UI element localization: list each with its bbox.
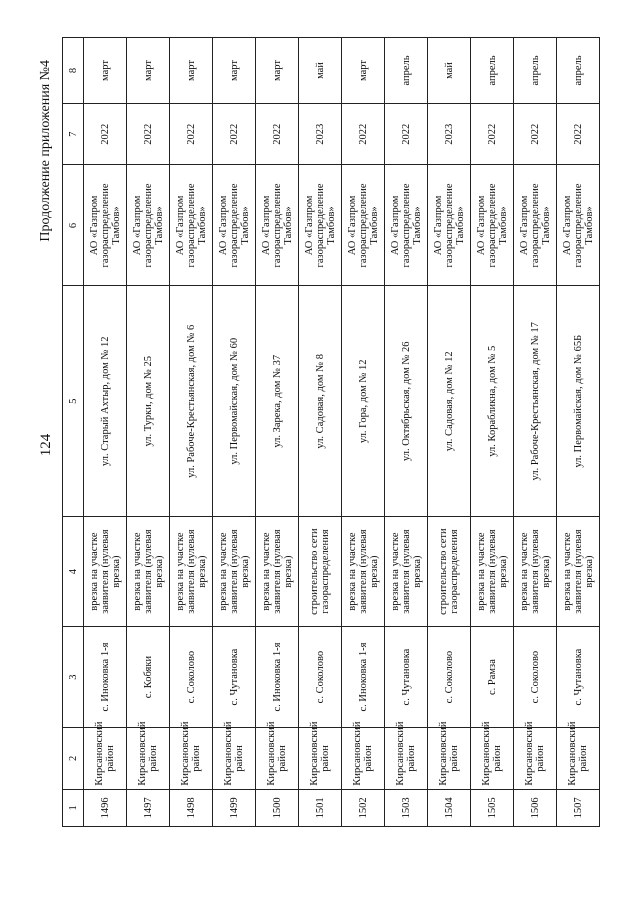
column-number: 2 — [63, 728, 84, 790]
column-number: 6 — [63, 165, 84, 286]
work-type-cell: строительство сети газораспределения — [299, 517, 342, 627]
row-number-cell: 1502 — [342, 789, 385, 826]
column-number: 3 — [63, 627, 84, 728]
district-cell: Кирсановский район — [514, 728, 557, 790]
year-cell: 2022 — [471, 103, 514, 165]
settlement-cell: с. Рамза — [471, 627, 514, 728]
table-row — [299, 38, 342, 827]
address-cell: ул. Рабоче-Крестьянская, дом № 6 — [170, 286, 213, 517]
row-number-cell: 1499 — [213, 789, 256, 826]
district-cell: Кирсановский район — [342, 728, 385, 790]
row-number-cell: 1506 — [514, 789, 557, 826]
page-number: 124 — [38, 433, 54, 457]
organization-cell: АО «Газпром газораспределение Тамбов» — [342, 165, 385, 286]
organization-cell: АО «Газпром газораспределение Тамбов» — [557, 165, 600, 286]
work-type-cell: врезка на участке заявителя (нулевая врезка) — [471, 517, 514, 627]
organization-cell: АО «Газпром газораспределение Тамбов» — [471, 165, 514, 286]
organization-cell: АО «Газпром газораспределение Тамбов» — [213, 165, 256, 286]
table-row — [557, 38, 600, 827]
organization-cell: АО «Газпром газораспределение Тамбов» — [127, 165, 170, 286]
month-cell: март — [342, 38, 385, 104]
settlement-cell: с. Иноковка 1-я — [256, 627, 299, 728]
table-row — [170, 38, 213, 827]
district-cell: Кирсановский район — [127, 728, 170, 790]
table-row — [84, 38, 127, 827]
month-cell: май — [299, 38, 342, 104]
row-number-cell: 1503 — [385, 789, 428, 826]
year-cell: 2022 — [170, 103, 213, 165]
work-type-cell: врезка на участке заявителя (нулевая врезка) — [170, 517, 213, 627]
year-cell: 2022 — [342, 103, 385, 165]
table-row — [471, 38, 514, 827]
year-cell: 2022 — [557, 103, 600, 165]
address-cell: ул. Зарека, дом № 37 — [256, 286, 299, 517]
district-cell: Кирсановский район — [385, 728, 428, 790]
address-cell: ул. Старый Ахтыр, дом № 12 — [84, 286, 127, 517]
table-body — [84, 38, 600, 827]
organization-cell: АО «Газпром газораспределение Тамбов» — [299, 165, 342, 286]
year-cell: 2022 — [514, 103, 557, 165]
work-type-cell: врезка на участке заявителя (нулевая врезка) — [342, 517, 385, 627]
row-number-cell: 1500 — [256, 789, 299, 826]
month-cell: март — [84, 38, 127, 104]
row-number-cell: 1501 — [299, 789, 342, 826]
column-number: 5 — [63, 286, 84, 517]
table-row — [428, 38, 471, 827]
address-cell: ул. Гора, дом № 12 — [342, 286, 385, 517]
work-type-cell: врезка на участке заявителя (нулевая врезка) — [385, 517, 428, 627]
district-cell: Кирсановский район — [213, 728, 256, 790]
column-number-row — [63, 38, 84, 827]
year-cell: 2022 — [256, 103, 299, 165]
address-cell: ул. Турки, дом № 25 — [127, 286, 170, 517]
settlement-cell: с. Соколово — [170, 627, 213, 728]
work-type-cell: врезка на участке заявителя (нулевая врезка) — [514, 517, 557, 627]
continuation-caption: Продолжение приложения №4 — [38, 60, 53, 242]
settlement-cell: с. Кобяки — [127, 627, 170, 728]
month-cell: апрель — [471, 38, 514, 104]
month-cell: март — [256, 38, 299, 104]
settlement-cell: с. Чутановка — [385, 627, 428, 728]
work-type-cell: врезка на участке заявителя (нулевая врезка) — [84, 517, 127, 627]
settlement-cell: с. Чутановка — [557, 627, 600, 728]
settlement-cell: с. Соколово — [428, 627, 471, 728]
year-cell: 2022 — [213, 103, 256, 165]
organization-cell: АО «Газпром газораспределение Тамбов» — [84, 165, 127, 286]
organization-cell: АО «Газпром газораспределение Тамбов» — [514, 165, 557, 286]
work-type-cell: врезка на участке заявителя (нулевая врезка) — [256, 517, 299, 627]
table-row — [385, 38, 428, 827]
appendix-table — [62, 37, 600, 827]
address-cell: ул. Первомайская, дом № 65Б — [557, 286, 600, 517]
month-cell: май — [428, 38, 471, 104]
district-cell: Кирсановский район — [256, 728, 299, 790]
address-cell: ул. Садовая, дом № 8 — [299, 286, 342, 517]
table-row — [342, 38, 385, 827]
row-number-cell: 1505 — [471, 789, 514, 826]
year-cell: 2022 — [84, 103, 127, 165]
settlement-cell: с. Соколово — [299, 627, 342, 728]
year-cell: 2022 — [127, 103, 170, 165]
column-number: 8 — [63, 38, 84, 104]
month-cell: март — [170, 38, 213, 104]
district-cell: Кирсановский район — [170, 728, 213, 790]
settlement-cell: с. Чутановка — [213, 627, 256, 728]
organization-cell: АО «Газпром газораспределение Тамбов» — [170, 165, 213, 286]
row-number-cell: 1496 — [84, 789, 127, 826]
month-cell: апрель — [557, 38, 600, 104]
column-number: 4 — [63, 517, 84, 627]
work-type-cell: строительство сети газораспределения — [428, 517, 471, 627]
address-cell: ул. Октябрьская, дом № 26 — [385, 286, 428, 517]
year-cell: 2022 — [385, 103, 428, 165]
district-cell: Кирсановский район — [471, 728, 514, 790]
organization-cell: АО «Газпром газораспределение Тамбов» — [256, 165, 299, 286]
month-cell: апрель — [385, 38, 428, 104]
table-row — [213, 38, 256, 827]
column-number: 7 — [63, 103, 84, 165]
row-number-cell: 1497 — [127, 789, 170, 826]
table-row — [514, 38, 557, 827]
address-cell: ул. Садовая, дом № 12 — [428, 286, 471, 517]
month-cell: март — [127, 38, 170, 104]
table-row — [127, 38, 170, 827]
organization-cell: АО «Газпром газораспределение Тамбов» — [428, 165, 471, 286]
address-cell: ул. Рабоче-Крестьянская, дом № 17 — [514, 286, 557, 517]
address-cell: ул. Корабликна, дом № 5 — [471, 286, 514, 517]
settlement-cell: с. Иноковка 1-я — [342, 627, 385, 728]
column-number: 1 — [63, 789, 84, 826]
year-cell: 2023 — [428, 103, 471, 165]
work-type-cell: врезка на участке заявителя (нулевая врезка) — [127, 517, 170, 627]
year-cell: 2023 — [299, 103, 342, 165]
row-number-cell: 1498 — [170, 789, 213, 826]
district-cell: Кирсановский район — [84, 728, 127, 790]
organization-cell: АО «Газпром газораспределение Тамбов» — [385, 165, 428, 286]
district-cell: Кирсановский район — [299, 728, 342, 790]
district-cell: Кирсановский район — [428, 728, 471, 790]
work-type-cell: врезка на участке заявителя (нулевая врезка) — [213, 517, 256, 627]
month-cell: март — [213, 38, 256, 104]
settlement-cell: с. Соколово — [514, 627, 557, 728]
table-row — [256, 38, 299, 827]
settlement-cell: с. Иноковка 1-я — [84, 627, 127, 728]
district-cell: Кирсановский район — [557, 728, 600, 790]
work-type-cell: врезка на участке заявителя (нулевая врезка) — [557, 517, 600, 627]
row-number-cell: 1507 — [557, 789, 600, 826]
address-cell: ул. Первомайская, дом № 60 — [213, 286, 256, 517]
row-number-cell: 1504 — [428, 789, 471, 826]
month-cell: апрель — [514, 38, 557, 104]
